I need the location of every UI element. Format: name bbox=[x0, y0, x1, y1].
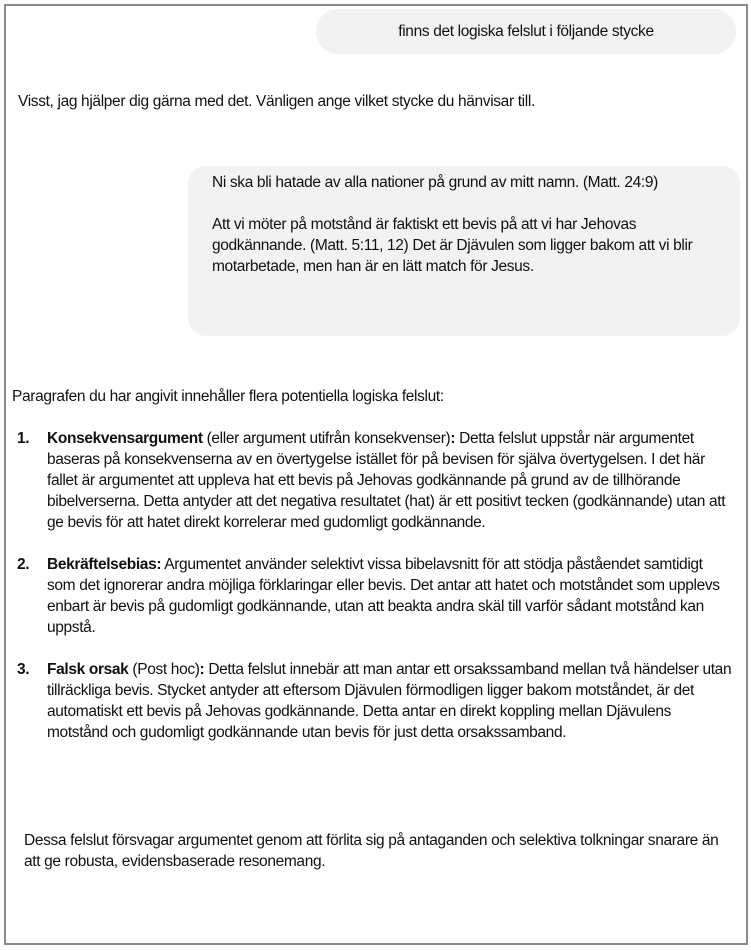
user-message-text: finns det logiska felslut i följande stycke bbox=[398, 23, 654, 40]
quoted-verse: Ni ska bli hatade av alla nationer på grund av mitt namn. (Matt. 24:9) bbox=[212, 174, 658, 191]
fallacy-item bbox=[12, 428, 732, 533]
fallacy-description: Detta felslut innebär att man antar ett orsakssamband mellan två händelser utan tillräckliga bevis. Stycket antyder att eftersom Djävulen förmodligen ligger bakom motståndet, är det automatiskt ett bevis på Jehovas godkännande. Detta antar en direkt koppling mellan Djävulens motstånd och gudomligt godkännande utan bevis för just detta orsakssamband. bbox=[47, 661, 732, 741]
fallacy-qualifier: (eller argument utifrån konsekvenser) bbox=[202, 430, 451, 447]
answer-intro: Paragrafen du har angivit innehåller flera potentiella logiska felslut: bbox=[12, 388, 444, 405]
fallacy-colon: : bbox=[450, 430, 456, 447]
fallacy-item bbox=[12, 659, 732, 743]
fallacy-description: Detta felslut uppstår när argumentet baseras på konsekvenserna av en övertygelse istället för på bevisen för själva övertygelsen. I det här fallet är argumentet att uppleva hat ett bevis på Jehovas godkännande på grund av de tillhörande bibelverserna. Detta antyder att det negativa resultatet (hat) är ett positivt tecken (godkännande) utan att ge bevis för att hatet direkt korrelerar med gudomligt godkännande. bbox=[47, 430, 726, 531]
assistant-message-text: Visst, jag hjälper dig gärna med det. Vänligen ange vilket stycke du hänvisar till. bbox=[18, 93, 535, 110]
user-message-bubble-quote bbox=[188, 166, 740, 336]
item-number: 2. bbox=[17, 556, 30, 573]
item-number: 3. bbox=[17, 661, 30, 678]
assistant-answer bbox=[12, 386, 732, 764]
fallacy-qualifier: (Post hoc) bbox=[128, 661, 200, 678]
fallacy-colon: : bbox=[199, 661, 205, 678]
closing-text: Dessa felslut försvagar argumentet genom att förlita sig på antaganden och selektiva tolkningar snarare än att ge robusta, evidensbaserade resonemang. bbox=[24, 832, 719, 870]
fallacy-list bbox=[12, 428, 732, 743]
fallacy-colon: : bbox=[156, 556, 162, 573]
fallacy-item bbox=[12, 554, 732, 638]
fallacy-term: Falsk orsak bbox=[47, 661, 129, 678]
assistant-message bbox=[18, 91, 718, 112]
quoted-paragraph: Att vi möter på motstånd är faktiskt ett bevis på att vi har Jehovas godkännande. (Matt. 5:11, 12) Det är Djävulen som ligger bakom att vi blir motarbetade, men han är en lätt match för Jesus. bbox=[212, 216, 693, 275]
item-number: 1. bbox=[17, 430, 30, 447]
user-message-bubble bbox=[316, 9, 736, 54]
fallacy-description: Argumentet använder selektivt vissa bibelavsnitt för att stödja påståendet samtidigt som det ignorerar andra möjliga förklaringar eller bevis. Det antar att hatet och motståndet som upplevs enbart är bevis på gudomligt godkännande, utan att beakta andra skäl till varför sådant motstånd kan uppstå. bbox=[47, 556, 720, 636]
fallacy-term: Bekräftelsebias bbox=[47, 556, 157, 573]
answer-closing bbox=[24, 830, 724, 872]
fallacy-term: Konsekvensargument bbox=[47, 430, 203, 447]
